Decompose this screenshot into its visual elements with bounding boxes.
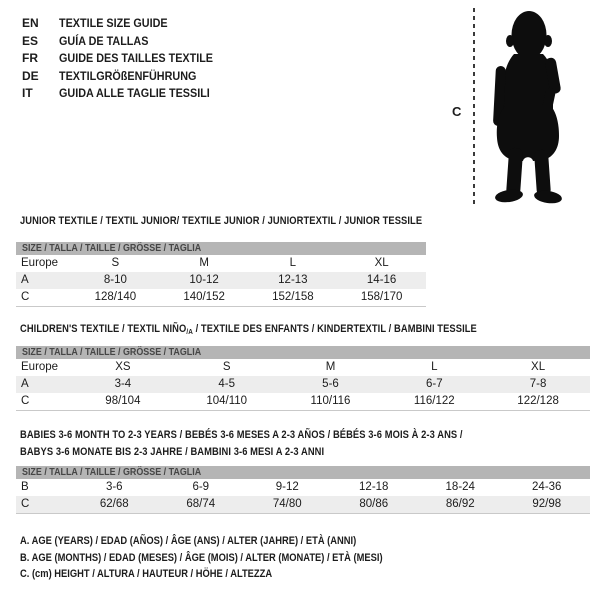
size-cell: M [325,361,336,373]
size-cell: 3-4 [114,378,132,390]
legend [20,533,447,583]
table-row [16,376,590,393]
size-cell: 116/122 [413,395,455,407]
language-code: DE [22,68,39,83]
size-cell: L [431,361,438,373]
height-dashed-line [473,8,475,206]
children-title-prefix: CHILDREN'S TEXTILE / TEXTIL NIÑO [20,323,187,335]
junior-size-table [16,242,426,307]
language-label: GUIDE DES TAILLES TEXTILE [59,51,214,65]
size-cell: 110/116 [310,395,351,407]
babies-table-title [20,427,541,461]
language-code: EN [22,16,39,30]
row-label: Europe [21,361,59,373]
language-label: GUÍA DE TALLAS [59,33,149,48]
table-row [16,496,590,513]
size-cell: 8-10 [103,274,127,286]
row-label: A [21,274,29,286]
junior-table-title [20,213,493,230]
size-cell: 6-7 [425,378,443,390]
size-cell: 74/80 [272,498,302,510]
language-row [22,33,230,51]
size-cell: 6-9 [192,481,210,493]
row-label: B [21,481,29,493]
children-title-sub: /A [186,327,193,336]
size-cell: XS [115,361,131,373]
babies-size-table [16,466,590,514]
language-list [22,15,230,103]
legend-line-b: B. AGE (MONTHS) / EDAD (MESES) / ÂGE (MOIS) / ALTER (MONATE) / ETÀ (MESI) [20,551,383,564]
size-cell: 7-8 [529,378,547,390]
language-row [22,85,230,103]
size-cell: 18-24 [445,481,475,493]
size-cell: 104/110 [206,395,248,407]
children-title-suffix: / TEXTILE DES ENFANTS / KINDERTEXTIL / BAMBINI TESSILE [192,323,477,335]
size-cell: 4-5 [218,378,235,390]
size-cell: M [199,257,209,269]
table-row [16,255,426,272]
legend-line-a: A. AGE (YEARS) / EDAD (AÑOS) / ÂGE (ANS) / ALTER (JAHRE) / ETÀ (ANNI) [20,535,357,547]
row-label: Europe [21,257,59,269]
size-cell: 9-12 [275,481,299,493]
legend-line-c: C. (cm) HEIGHT / ALTURA / HAUTEUR / HÖHE / ALTEZZA [20,568,273,580]
size-cell: L [289,257,297,269]
size-cell: 122/128 [517,395,559,407]
size-cell: XL [531,361,546,373]
size-cell: 3-6 [105,481,123,493]
size-header-bar [16,346,590,359]
children-table-title [20,321,558,340]
row-label: C [21,291,30,303]
size-cell: S [222,361,231,373]
size-cell: 14-16 [366,274,397,286]
babies-title-line1: BABIES 3-6 MONTH TO 2-3 YEARS / BEBÉS 3-6 MESES A 2-3 AÑOS / BÉBÉS 3-6 MOIS À 2-3 ANS / [20,429,463,441]
row-label: C [21,395,30,407]
junior-table-title-text: JUNIOR TEXTILE / TEXTIL JUNIOR/ TEXTILE JUNIOR / JUNIORTEXTIL / JUNIOR TESSILE [20,215,423,227]
size-cell: 12-18 [359,481,389,493]
height-label-c: C [452,104,462,119]
size-cell: 128/140 [94,291,137,303]
language-label: TEXTILGRÖßENFÜHRUNG [59,68,197,83]
size-header-bar [16,466,590,479]
size-cell: 12-13 [278,274,308,286]
language-code: IT [22,86,33,100]
language-row [22,50,230,68]
table-row [16,393,590,410]
language-row [22,15,230,33]
table-row [16,289,426,306]
table-row [16,479,590,496]
size-cell: 92/98 [532,498,562,510]
children-size-table [16,346,590,411]
size-cell: 5-6 [322,378,339,390]
language-label: GUIDA ALLE TAGLIE TESSILI [59,86,210,100]
size-cell: XL [374,257,389,269]
size-header-text: SIZE / TALLA / TAILLE / GRÖSSE / TAGLIA [22,466,202,478]
size-cell: 10-12 [189,274,219,286]
size-header-bar [16,242,426,255]
size-cell: 24-36 [532,481,562,493]
size-header-text: SIZE / TALLA / TAILLE / GRÖSSE / TAGLIA [22,346,202,358]
size-cell: S [111,257,120,269]
size-cell: 80/86 [359,498,389,510]
table-row [16,359,590,376]
row-label: C [21,498,30,510]
size-cell: 158/170 [360,291,403,303]
language-code: ES [22,33,39,48]
size-cell: 62/68 [99,498,129,510]
size-cell: 152/158 [272,291,314,303]
size-cell: 86/92 [445,498,475,510]
language-label: TEXTILE SIZE GUIDE [59,16,168,30]
table-row [16,272,426,289]
row-label: A [21,378,29,390]
language-code: FR [22,51,38,65]
babies-title-line2: BABYS 3-6 MONATE BIS 2-3 JAHRE / BAMBINI 3-6 MESI A 2-3 ANNI [20,446,325,458]
size-cell: 98/104 [105,395,141,407]
size-cell: 68/74 [186,498,216,510]
size-cell: 140/152 [183,291,225,303]
toddler-silhouette-icon [483,8,575,206]
language-row [22,68,230,86]
size-header-text: SIZE / TALLA / TAILLE / GRÖSSE / TAGLIA [22,242,202,254]
children-table-title-text [20,321,477,340]
